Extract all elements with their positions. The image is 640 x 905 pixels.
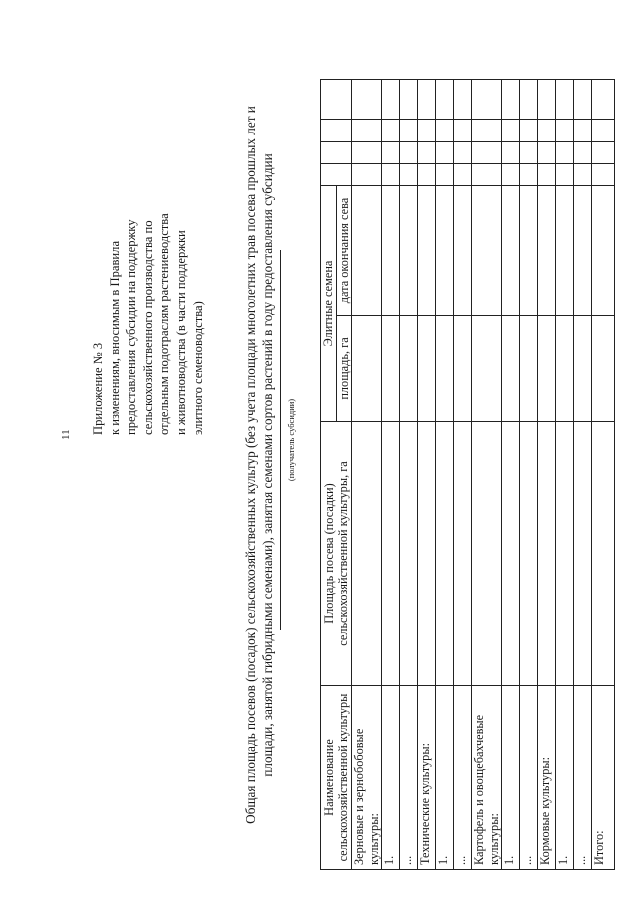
- table-row: [556, 80, 574, 870]
- header-elite-area: площадь, га: [336, 316, 352, 422]
- header-extra-col: [321, 164, 352, 186]
- appendix-line: Приложение № 3: [91, 342, 105, 435]
- header-elite-seeds: Элитные семена: [321, 186, 337, 422]
- crop-area-table: [320, 79, 615, 870]
- table-row: [382, 80, 400, 870]
- total-label: Итого:: [592, 686, 615, 870]
- appendix-line: сельскохозяйственного производства по: [140, 220, 155, 435]
- row-label: ...: [520, 686, 538, 870]
- table-row: [400, 80, 418, 870]
- row-label: Кормовые культуры:: [538, 686, 556, 870]
- page-number: 11: [60, 429, 72, 441]
- heading-line-2: площади, занятой гибридными семенами), занятая семенами сортов растений в году предоставления субсидии: [260, 153, 275, 777]
- recipient-underline: [280, 250, 281, 630]
- table-row: [502, 80, 520, 870]
- table-row: [520, 80, 538, 870]
- table-row: [436, 80, 454, 870]
- header-extra-col: [321, 120, 352, 142]
- header-sown-area: Площадь посева (посадки) сельскохозяйственной культуры, га: [321, 422, 352, 686]
- rotated-page: [70, 50, 630, 880]
- appendix-line: отдельным подотраслям растениеводства: [157, 213, 172, 435]
- row-label: 1.: [436, 686, 454, 870]
- row-label: 1.: [556, 686, 574, 870]
- table-row: [418, 80, 436, 870]
- header-elite-date: дата окончания сева: [336, 186, 352, 316]
- table-row: [538, 80, 556, 870]
- appendix-line: предоставления субсидии на поддержку: [124, 219, 139, 435]
- table-row: [352, 80, 382, 870]
- row-label: Зерновые и зернобобовые культуры:: [352, 686, 382, 870]
- table-row: [472, 80, 502, 870]
- document-heading: [242, 50, 276, 880]
- row-label: ...: [574, 686, 592, 870]
- table-row: [574, 80, 592, 870]
- row-label: 1.: [502, 686, 520, 870]
- row-label: 1.: [382, 686, 400, 870]
- row-label: Картофель и овощебахчевые культуры:: [472, 686, 502, 870]
- appendix-line: элитного семеноводства): [190, 301, 205, 435]
- table-total-row: [592, 80, 615, 870]
- table-header-row: [321, 80, 337, 870]
- header-crop-name: Наименование сельскохозяйственной культуры: [321, 686, 352, 870]
- row-label: ...: [400, 686, 418, 870]
- row-label: ...: [454, 686, 472, 870]
- appendix-block: [90, 75, 206, 435]
- appendix-line: и животноводства (в части поддержки: [173, 230, 188, 435]
- heading-line-1: Общая площадь посевов (посадок) сельскохозяйственных культур (без учета площади многолетних трав посева прошлых лет и: [243, 106, 258, 824]
- row-label: Технические культуры:: [418, 686, 436, 870]
- appendix-line: к изменениям, вносимым в Правила: [107, 240, 122, 435]
- header-extra-col: [321, 80, 352, 120]
- recipient-label: (получатель субсидии): [286, 398, 296, 482]
- table-row: [454, 80, 472, 870]
- header-extra-col: [321, 142, 352, 164]
